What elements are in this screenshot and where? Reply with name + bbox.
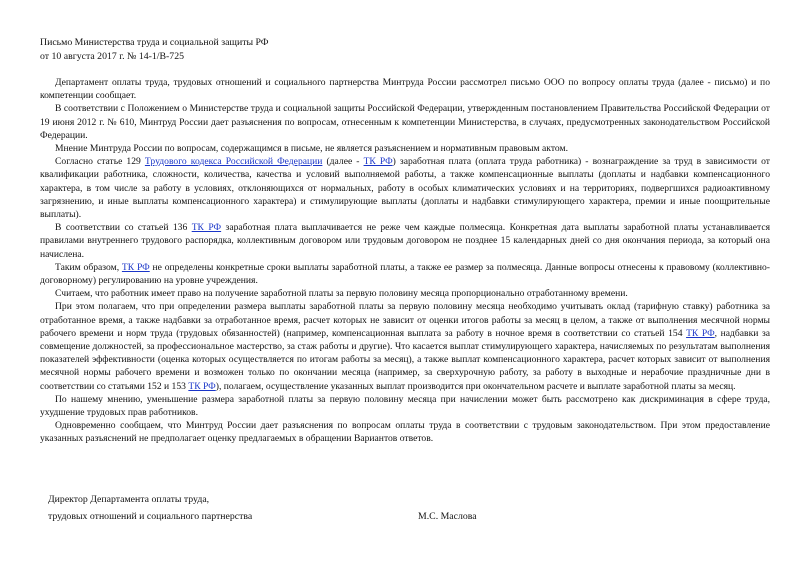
paragraph bbox=[40, 393, 770, 419]
signature-name: М.С. Маслова bbox=[418, 511, 477, 522]
paragraph-text: ) заработная плата (оплата труда работника) - вознаграждение за труд в зависимости от квалификации работника, сложности, количества, качества и условий выполняемой работы, а также компенсационные выплаты (доплаты и надбавки компенсационного характера, в том числе за работу в условиях, отклоняющихся от нормальных, работу в особых климатических условиях и на территориях, подвергшихся радиоактивному загрязнению, и иные выплаты компенсационного характера) и стимулирующие выплаты (доплаты и надбавки стимулирующего характера, премии и иные поощрительные выплаты). bbox=[40, 156, 770, 221]
paragraph-text: Согласно статье 129 bbox=[55, 156, 145, 168]
paragraph-text: (далее - bbox=[322, 156, 364, 168]
paragraph-text: При этом полагаем, что при определении размера выплаты заработной платы за первую половину месяца необходимо учитывать оклад (тарифную ставку) работника за отработанное время, а также надбавки за отработанное время, расчет которых не зависит от оценки итогов работы за месяц в целом, а также от выполнения месячной нормы рабочего времени и норм труда (трудовых обязанностей) (например, компенсационная выплата за работу в ночное время в соответствии со статьей 154 bbox=[40, 301, 770, 339]
paragraph bbox=[40, 300, 770, 392]
law-reference-link[interactable]: ТК РФ bbox=[363, 156, 393, 168]
paragraph bbox=[40, 287, 770, 300]
law-reference-link[interactable]: Трудового кодекса Российской Федерации bbox=[144, 156, 323, 168]
document bbox=[40, 36, 770, 446]
header-title: Письмо Министерства труда и социальной защиты РФ bbox=[40, 37, 269, 48]
paragraph-text: По нашему мнению, уменьшение размера заработной платы за первую половину месяца при начислении может быть рассмотрено как дискриминация в сфере труда, ухудшение трудовых прав работников. bbox=[40, 393, 770, 419]
paragraph-text: Мнение Минтруда России по вопросам, содержащимся в письме, не является разъяснением и нормативным правовым актом. bbox=[55, 143, 568, 155]
paragraph bbox=[40, 76, 770, 102]
paragraph bbox=[40, 102, 770, 142]
paragraph-text: Одновременно сообщаем, что Минтруд России дает разъяснения по вопросам оплаты труда в соответствии с трудовым законодательством. При этом предоставление указанных разъяснений не предполагает оценку предлагаемых в обращении Вариантов ответов. bbox=[40, 420, 770, 445]
law-reference-link[interactable]: ТК РФ bbox=[686, 327, 715, 339]
paragraph bbox=[40, 155, 770, 221]
paragraph-text: , надбавки за совмещение должностей, за профессиональное мастерство, за стаж работы и другие). Что касается выплат стимулирующего характера, начисляемых по результатам выполнения показателей эффективности (оценка которых осуществляется по итогам работы за месяц), а также выплат компенсационного характера, расчет которых зависит от выполнения месячной нормы рабочего времени и возможен только по окончании месяца (например, за сверхурочную работу, за работу в выходные и нерабочие праздничные дни в соответствии со статьями 152 и 153 bbox=[40, 327, 770, 392]
signature-position-line1: Директор Департамента оплаты труда, bbox=[48, 494, 210, 505]
law-reference-link[interactable]: ТК РФ bbox=[121, 261, 150, 273]
paragraph-text: ), полагаем, осуществление указанных выплат производится при окончательном расчете и выплате заработной платы за месяц. bbox=[215, 380, 736, 392]
signature-block bbox=[48, 491, 648, 525]
document-header bbox=[40, 36, 770, 64]
document-body bbox=[40, 76, 770, 446]
paragraph bbox=[40, 419, 770, 445]
law-reference-link[interactable]: ТК РФ bbox=[188, 380, 216, 392]
header-date-number: от 10 августа 2017 г. № 14-1/В-725 bbox=[40, 51, 185, 62]
paragraph-text: Таким образом, bbox=[55, 261, 122, 273]
signature-position-line2: трудовых отношений и социального партнерства bbox=[48, 511, 253, 522]
law-reference-link[interactable]: ТК РФ bbox=[191, 222, 222, 234]
paragraph-text: В соответствии со статьей 136 bbox=[55, 222, 192, 234]
paragraph bbox=[40, 142, 770, 155]
paragraph-text: не определены конкретные сроки выплаты заработной платы, а также ее размер за полмесяца. Данные вопросы отнесены к правовому (коллективно-договорному) регулированию на уровне учреждения. bbox=[40, 261, 770, 287]
paragraph-text: Департамент оплаты труда, трудовых отношений и социального партнерства Минтруда России рассмотрел письмо ООО по вопросу оплаты труда (далее - письмо) и по компетенции сообщает. bbox=[40, 77, 770, 102]
paragraph bbox=[40, 261, 770, 287]
paragraph-text: Считаем, что работник имеет право на получение заработной платы за первую половину месяца пропорционально отработанному времени. bbox=[55, 288, 628, 300]
paragraph-text: заработная плата выплачивается не реже чем каждые полмесяца. Конкретная дата выплаты заработной платы устанавливается правилами внутреннего трудового распорядка, коллективным договором или трудовым договором не позднее 15 календарных дней со дня окончания периода, за который она начислена. bbox=[40, 222, 771, 260]
paragraph-text: В соответствии с Положением о Министерстве труда и социальной защиты Российской Федерации, утвержденным постановлением Правительства Российской Федерации от 19 июня 2012 г. № 610, Минтруд России дает разъяснения по вопросам, отнесенным к компетенции Министерства, в случаях, предусмотренных законодательством Российской Федерации. bbox=[40, 103, 770, 141]
paragraph bbox=[40, 221, 770, 261]
